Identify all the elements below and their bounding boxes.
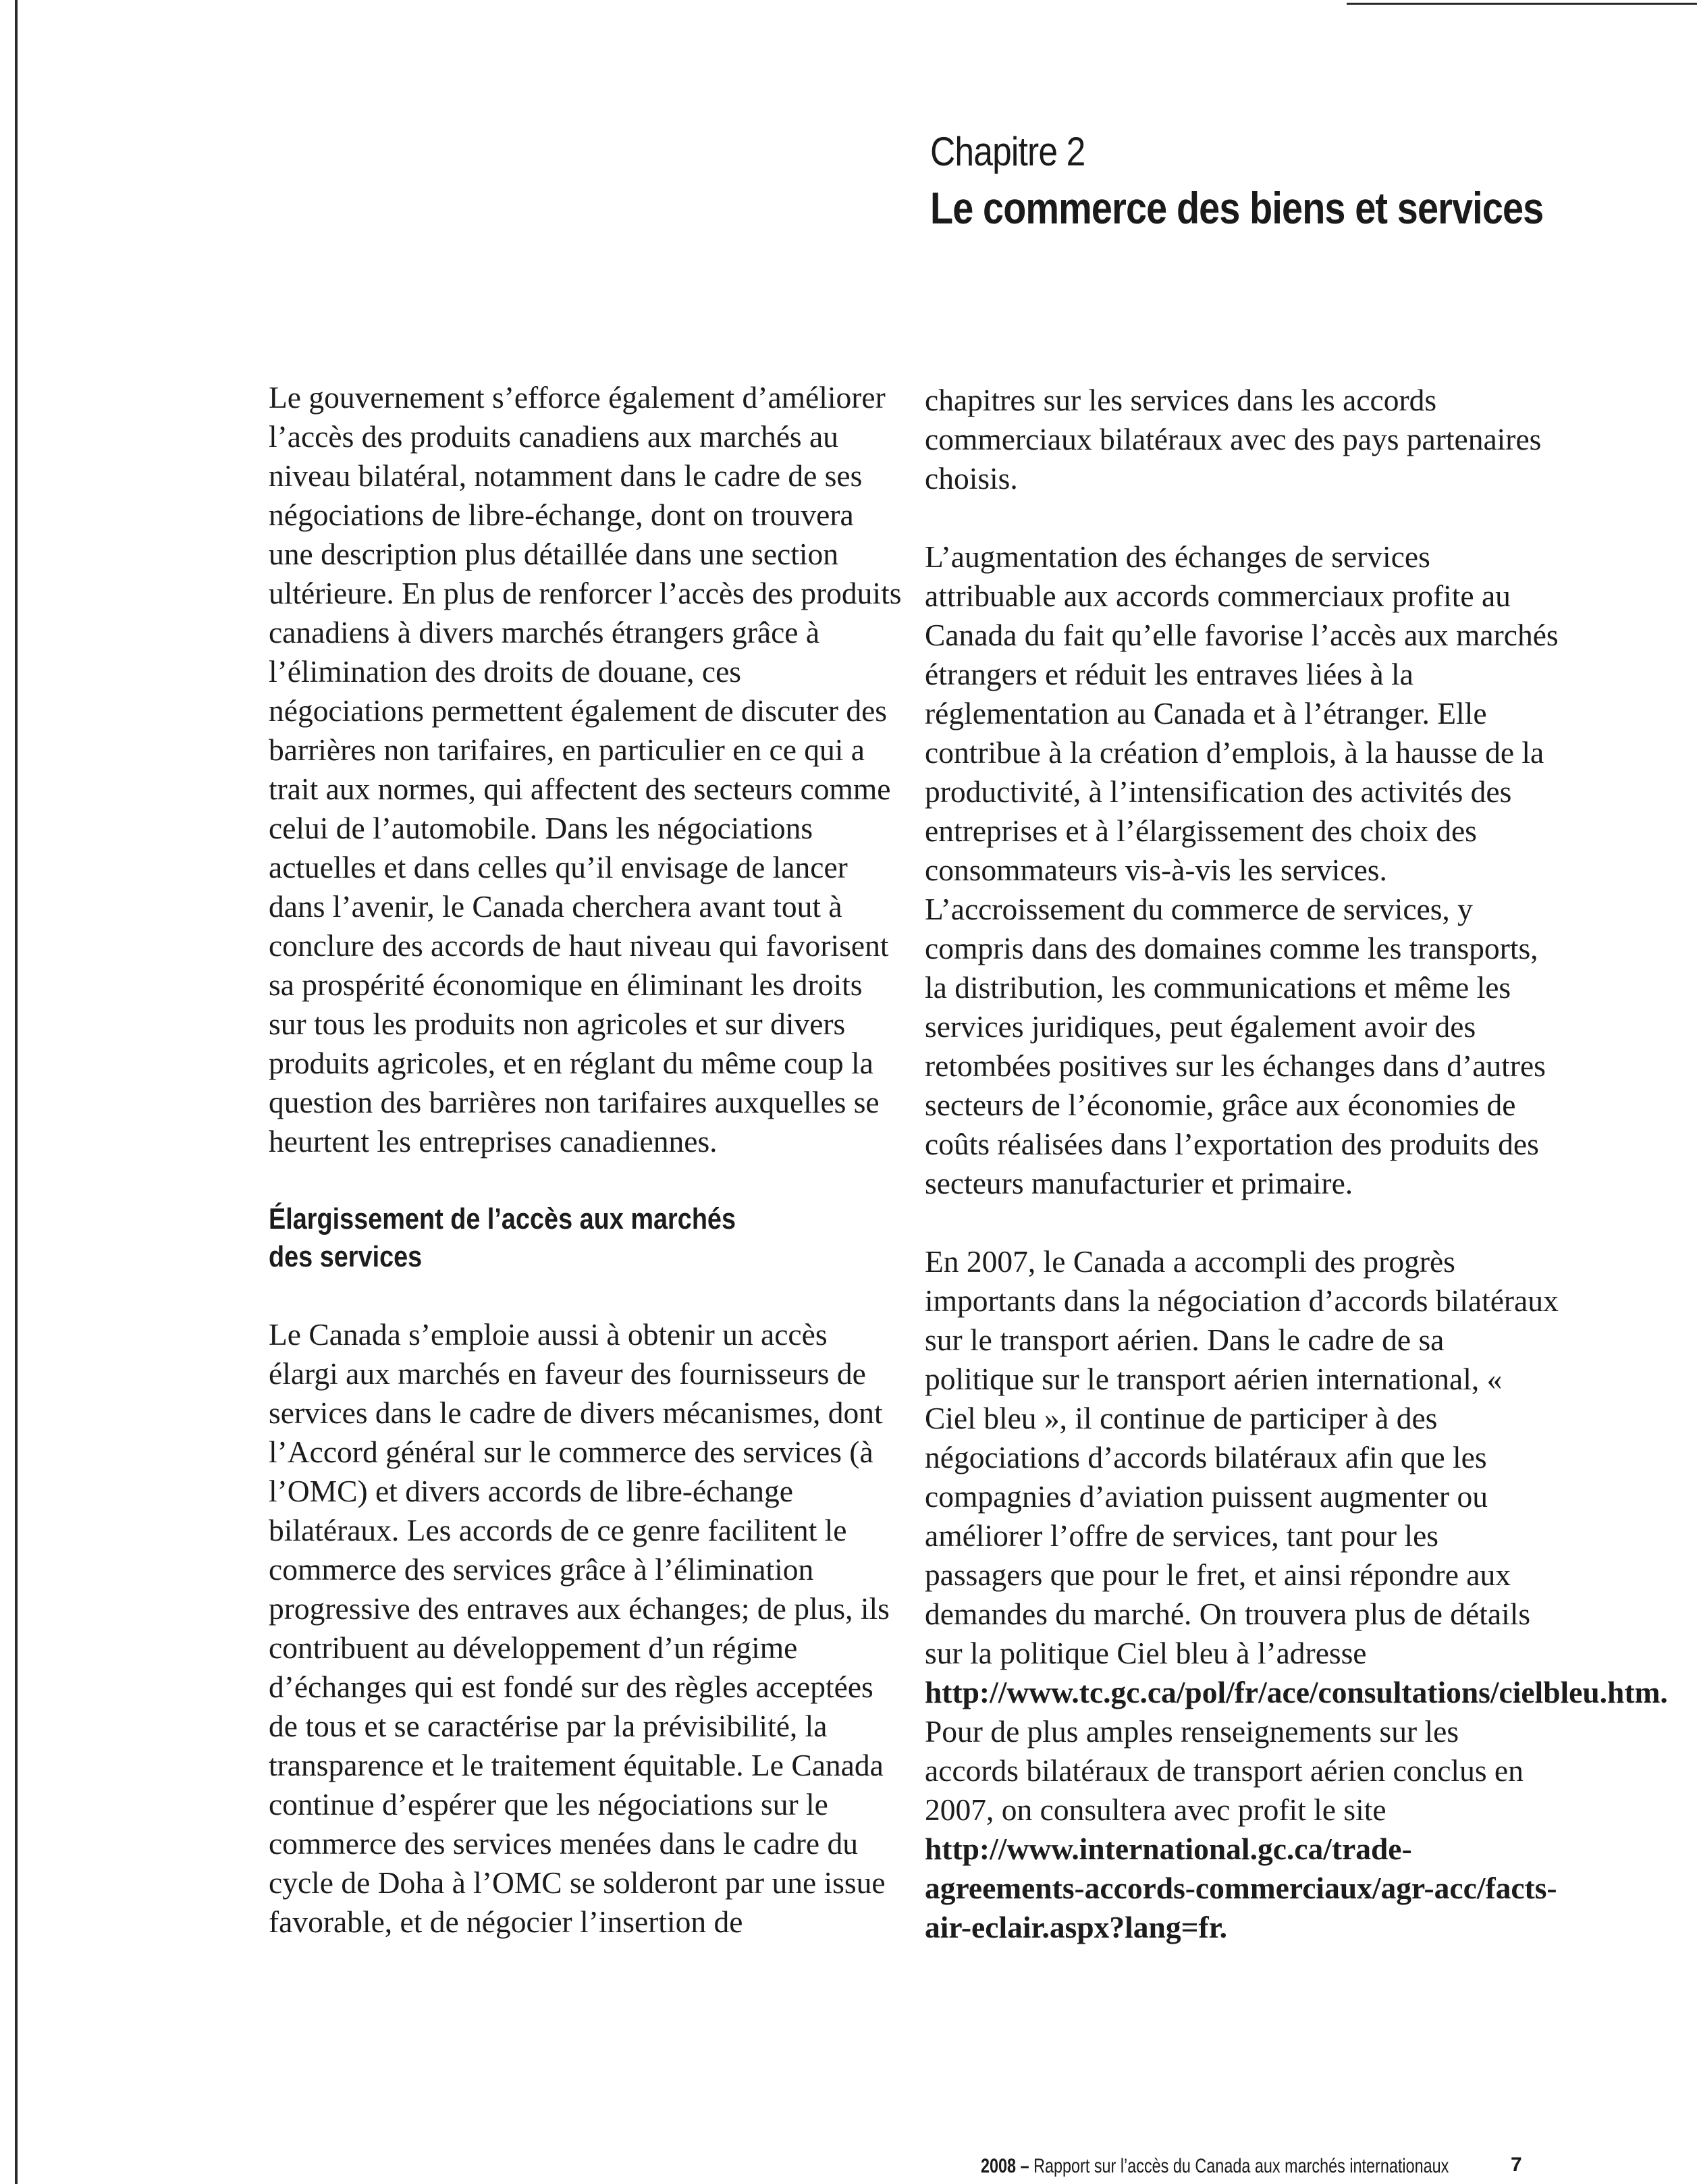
right-paragraph-2: L’augmentation des échanges de services attribuable aux accords commerciaux profite au Canada du fait qu’elle favorise l’accès aux marchés étrangers et réduit les entraves liées à la réglementation au Canada et à l’étranger. Elle contribue à la création d’emplois, à la hausse de la productivité, à l’intensification des activités des entreprises et à l’élargissement des choix des consommateurs vis-à-vis les services. L’accroissement du commerce de services, y compris dans des domaines comme les transports, la distribution, les communications et même les services juridiques, peut également avoir des retombées positives sur les échanges dans d’autres secteurs de l’économie, grâce aux économies de coûts réalisées dans l’exportation des produits des secteurs manufacturier et primaire.	[925, 539, 1559, 1200]
right-column	[925, 381, 1668, 1986]
page-footer	[981, 2155, 1449, 2178]
right-paragraph-3-text-b: Pour de plus amples renseignements sur les accords bilatéraux de transport aérien conclus en 2007, on consultera avec profit le site	[925, 1714, 1524, 1827]
page-number: 7	[1511, 2154, 1522, 2176]
section-heading-line-1: Élargissement de l’accès aux marchés	[269, 1202, 736, 1235]
left-scan-edge	[15, 0, 18, 2184]
right-paragraph-3	[925, 1242, 1668, 1947]
right-paragraph-1: chapitres sur les services dans les accords commerciaux bilatéraux avec des pays partenaires choisis.	[925, 383, 1542, 496]
footer-separator: –	[1016, 2155, 1034, 2177]
right-paragraph-3-text-a: En 2007, le Canada a accompli des progrès importants dans la négociation d’accords bilatéraux sur le transport aérien. Dans le cadre de sa politique sur le transport aérien international, « Ciel bleu », il continue de participer à des négociations d’accords bilatéraux afin que les compagnies d’aviation puissent augmenter ou améliorer l’offre de services, tant pour les passagers que pour le fret, et ainsi répondre aux demandes du marché. On trouvera plus de détails sur la politique Ciel bleu à l’adresse	[925, 1244, 1559, 1670]
top-scan-edge	[1347, 3, 1697, 5]
left-column	[269, 378, 903, 1981]
left-paragraph-2: Le Canada s’emploie aussi à obtenir un accès élargi aux marchés en faveur des fournisseurs de services dans le cadre de divers mécanismes, dont l’Accord général sur le commerce des services (à l’OMC) et divers accords de libre-échange bilatéraux. Les accords de ce genre facilitent le commerce des services grâce à l’élimination progressive des entraves aux échanges; de plus, ils contribuent au développement d’un régime d’échanges qui est fondé sur des règles acceptées de tous et se caractérise par la prévisibilité, la transparence et le traitement équitable. Le Canada continue d’espérer que les négociations sur le commerce des services menées dans le cadre du cycle de Doha à l’OMC se solderont par une issue favorable, et de négocier l’insertion de	[269, 1317, 890, 1939]
air-agreements-url-link[interactable]: http://www.international.gc.ca/trade-agreements-accords-commerciaux/agr-acc/facts-air-eclair.aspx?lang=fr.	[925, 1832, 1557, 1944]
chapter-title: Le commerce des biens et services	[930, 183, 1544, 233]
chapter-label: Chapitre 2	[930, 129, 1085, 174]
ciel-bleu-url-link[interactable]: http://www.tc.gc.ca/pol/fr/ace/consultations/cielbleu.htm.	[925, 1675, 1668, 1709]
section-heading	[269, 1200, 849, 1276]
footer-year: 2008	[981, 2155, 1017, 2177]
left-paragraph-1: Le gouvernement s’efforce également d’améliorer l’accès des produits canadiens aux marchés au niveau bilatéral, notamment dans le cadre de ses négociations de libre-échange, dont on trouvera une description plus détaillée dans une section ultérieure. En plus de renforcer l’accès des produits canadiens à divers marchés étrangers grâce à l’élimination des droits de douane, ces négociations permettent également de discuter des barrières non tarifaires, en particulier en ce qui a trait aux normes, qui affectent des secteurs comme celui de l’automobile. Dans les négociations actuelles et dans celles qu’il envisage de lancer dans l’avenir, le Canada cherchera avant tout à conclure des accords de haut niveau qui favorisent sa prospérité économique en éliminant les droits sur tous les produits non agricoles et sur divers produits agricoles, et en réglant du même coup la question des barrières non tarifaires auxquelles se heurtent les entreprises canadiennes.	[269, 380, 902, 1158]
section-heading-line-2: des services	[269, 1240, 423, 1273]
footer-report-title: Rapport sur l’accès du Canada aux marchés internationaux	[1033, 2155, 1449, 2177]
